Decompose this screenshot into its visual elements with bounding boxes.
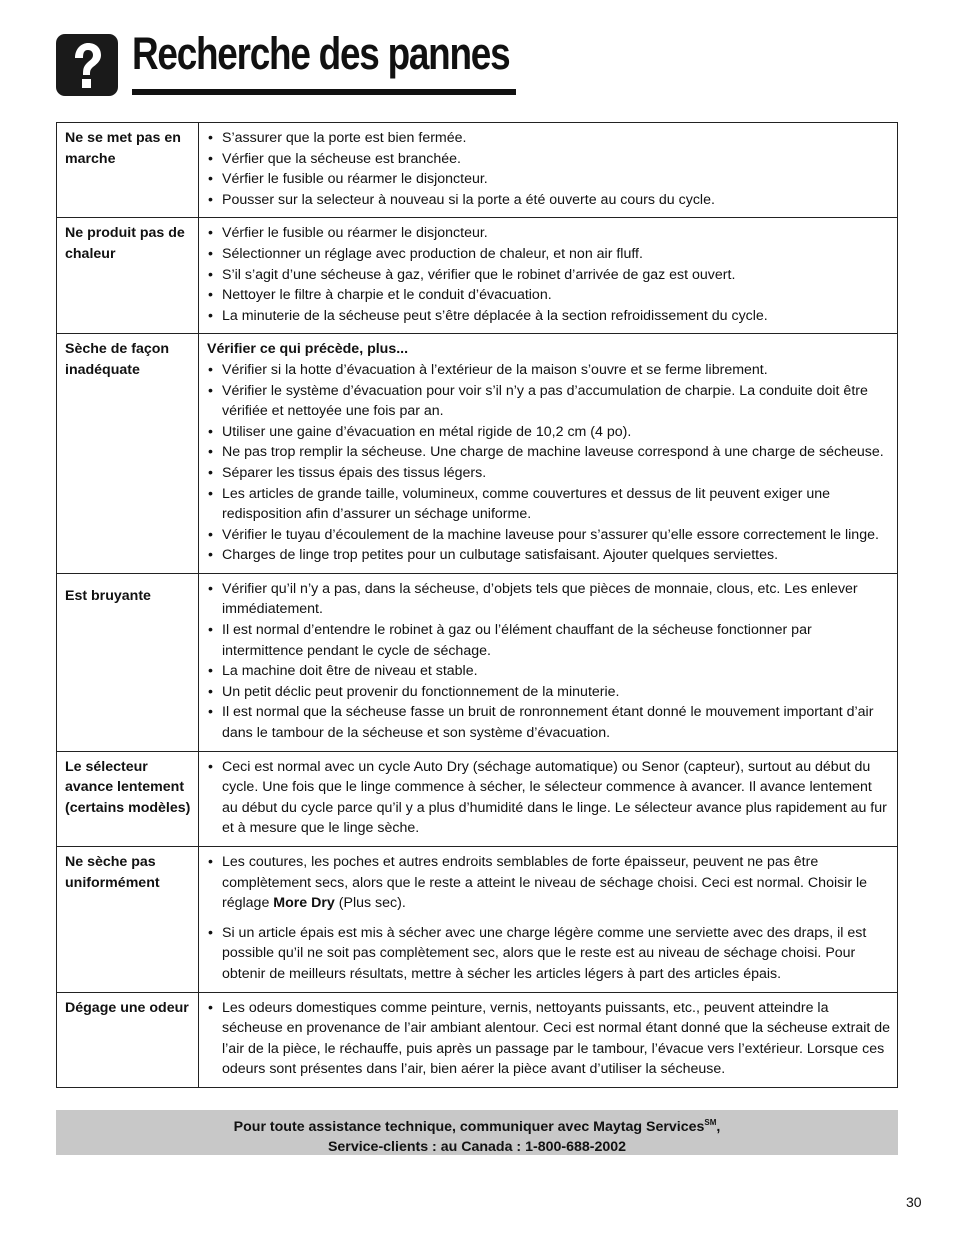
service-contact-banner	[56, 1110, 898, 1155]
solution-cell	[199, 751, 898, 846]
list-item: • Vérifier qu’il n’y a pas, dans la sécheuse, d’objets tels que pièces de monnaie, clous, etc. Les enlever immédiatement.	[207, 579, 891, 620]
solution-list	[207, 223, 891, 326]
problem-cell: Ne produit pas de chaleur	[57, 218, 199, 334]
solution-cell	[199, 992, 898, 1087]
list-item: • S’assurer que la porte est bien fermée.	[207, 128, 891, 149]
solution-list	[207, 128, 891, 210]
list-item: • La machine doit être de niveau et stable.	[207, 661, 891, 682]
list-item: • Séparer les tissus épais des tissus légers.	[207, 463, 891, 484]
list-item: • Vérifier le système d’évacuation pour voir s’il n’y a pas d’accumulation de charpie. La conduite doit être vérifiée et nettoyée une fois par an.	[207, 381, 891, 422]
title-underline	[132, 89, 516, 95]
item-text: Les coutures, les poches et autres endroits semblables de forte épaisseur, peuvent ne pas être complètement secs, alors que le reste a atteint le niveau de séchage choisi. Ceci est normal. Choisir le réglage	[222, 854, 868, 912]
list-item: • Sélectionner un réglage avec production de chaleur, et non air fluff.	[207, 244, 891, 265]
list-item: • Vérfier le fusible ou réarmer le disjoncteur.	[207, 169, 891, 190]
table-row	[57, 751, 898, 846]
table-row	[57, 573, 898, 751]
solution-cell	[199, 123, 898, 218]
table-row	[57, 992, 898, 1087]
list-item: • La minuterie de la sécheuse peut s’être déplacée à la section refroidissement du cycle.	[207, 306, 891, 327]
solution-cell	[199, 573, 898, 751]
list-item: • Utiliser une gaine d’évacuation en métal rigide de 10,2 cm (4 po).	[207, 422, 891, 443]
contact-line-1	[56, 1113, 898, 1137]
solution-list	[207, 757, 891, 839]
list-item: • Il est normal que la sécheuse fasse un bruit de ronronnement étant donné le mouvement important d’air dans le tambour de la sécheuse et son système d’évacuation.	[207, 702, 891, 743]
list-item: • S’il s’agit d’une sécheuse à gaz, vérifier que le robinet d’arrivée de gaz est ouvert.	[207, 265, 891, 286]
page-number: 30	[906, 1194, 922, 1210]
solution-cell	[199, 334, 898, 574]
page-title: Recherche des pannes	[132, 28, 510, 79]
problem-cell: Sèche de façon inadéquate	[57, 334, 199, 574]
problem-cell: Ne se met pas en marche	[57, 123, 199, 218]
solution-lead: Vérifier ce qui précède, plus...	[207, 341, 409, 358]
list-item: • Un petit déclic peut provenir du fonctionnement de la minuterie.	[207, 682, 891, 703]
table-row	[57, 334, 898, 574]
troubleshooting-table	[56, 122, 898, 1088]
list-item: • Les articles de grande taille, volumineux, comme couvertures et dessus de lit peuvent exiger une redisposition afin d’assurer un séchage uniforme.	[207, 484, 891, 525]
contact-line-2: Service-clients : au Canada : 1-800-688-2002	[327, 1139, 627, 1155]
list-item: • Vérfier le fusible ou réarmer le disjoncteur.	[207, 223, 891, 244]
solution-list	[207, 852, 891, 914]
service-mark: SM	[704, 1118, 717, 1127]
list-item: • Si un article épais est mis à sécher avec une charge légère comme une serviette avec des draps, il est possible qu’il ne soit pas complètement sec, alors que le reste est au niveau de séchage choisi. Pour obtenir de meilleurs résultats, mettre à sécher les articles légers à part des articles épais.	[207, 923, 891, 985]
list-item: • Charges de linge trop petites pour un culbutage satisfaisant. Ajouter quelques serviettes.	[207, 545, 891, 566]
item-text: (Plus sec).	[338, 895, 406, 912]
solution-list	[207, 923, 891, 985]
question-mark-icon	[56, 34, 118, 96]
setting-name: More Dry	[273, 895, 335, 912]
page-header	[56, 28, 516, 98]
solution-list	[207, 360, 891, 566]
table-row	[57, 123, 898, 218]
list-item: • Les odeurs domestiques comme peinture, vernis, nettoyants puissants, etc., peuvent atteindre la sécheuse en provenance de l’air ambiant alentour. Ceci est normal étant donné que la sécheuse extrait de l’air de la pièce, le réchauffe, puis après un passage par le tambour, l’évacue vers l’extérieur. Lorsque ces odeurs sont présentes dans l’air, bien aérer la pièce avant d’utiliser la sécheuse.	[207, 998, 891, 1080]
list-item: • Ceci est normal avec un cycle Auto Dry (séchage automatique) ou Senor (capteur), surtout au début du cycle. Une fois que le linge commence à sécher, le sélecteur commence à avancer. Il avance lentement au début du cycle parce qu’il y a plus d’humidité dans le linge. Le sélecteur avance plus rapidement au fur et à mesure que le linge sèche.	[207, 757, 891, 839]
solution-list	[207, 579, 891, 744]
problem-cell: Est bruyante	[57, 573, 199, 751]
problem-cell: Ne sèche pas uniformément	[57, 847, 199, 993]
list-item: • Vérifier le tuyau d’écoulement de la machine laveuse pour s’assurer qu’elle essore correctement le linge.	[207, 525, 891, 546]
solution-cell	[199, 218, 898, 334]
list-item: • Pousser sur la selecteur à nouveau si la porte a été ouverte au cours du cycle.	[207, 190, 891, 211]
list-item: • Nettoyer le filtre à charpie et le conduit d’évacuation.	[207, 285, 891, 306]
solution-cell	[199, 847, 898, 993]
list-item	[207, 852, 891, 914]
list-item: • Vérifier si la hotte d’évacuation à l’extérieur de la maison s’ouvre et se ferme librement.	[207, 360, 891, 381]
contact-text: Pour toute assistance technique, communiquer avec Maytag Services	[233, 1119, 705, 1135]
list-item: • Il est normal d’entendre le robinet à gaz ou l’élément chauffant de la sécheuse fonctionner par intermittence pendant le cycle de séchage.	[207, 620, 891, 661]
list-item: • Vérfier que la sécheuse est branchée.	[207, 149, 891, 170]
table-row	[57, 218, 898, 334]
problem-cell: Le sélecteur avance lentement (certains modèles)	[57, 751, 199, 846]
solution-list	[207, 998, 891, 1080]
list-item: • Ne pas trop remplir la sécheuse. Une charge de machine laveuse correspond à une charge de sécheuse.	[207, 442, 891, 463]
table-row	[57, 847, 898, 993]
problem-cell: Dégage une odeur	[57, 992, 199, 1087]
contact-punct: ,	[716, 1119, 721, 1135]
